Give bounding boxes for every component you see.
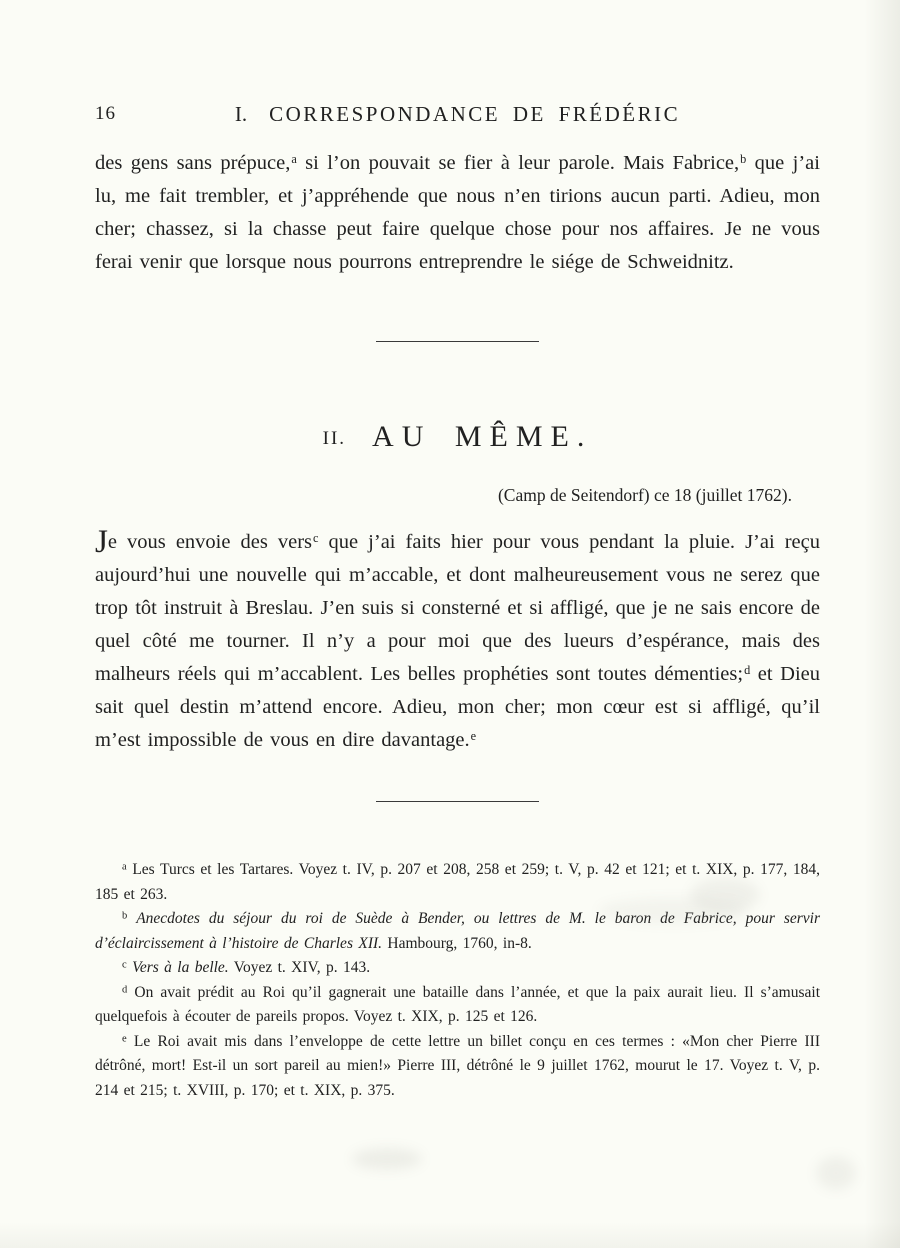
running-title-text: CORRESPONDANCE DE FRÉDÉRIC	[269, 102, 681, 126]
letter-2-paragraph	[95, 522, 820, 757]
letter-1-text: des gens sans prépuce,	[95, 152, 291, 174]
footnote-ref-a: a	[291, 152, 297, 167]
footnote-label-b: b	[122, 910, 128, 922]
letter-1-text: si l’on pouvait se fier à leur parole. Mais Fabrice,	[296, 152, 740, 174]
scan-edge-shadow	[864, 0, 900, 1248]
footnote-ref-e: e	[470, 729, 477, 744]
footnote-d-text: On avait prédit au Roi qu’il gagnerait une bataille dans l’année, et que la paix aurait lieu. Il s’amusait quelquefois à écouter de pareils propos. Voyez t. XIX, p. 125 et 126.	[95, 983, 821, 1025]
footnote-e	[95, 1030, 820, 1104]
letter-1-text: que j’ai lu, me fait trembler, et j’appréhende que nous n’en tirions aucun parti. Adieu, mon cher; chassez, si la chasse peut faire quelque chose pour nos affaires. Je ne vous ferai venir que lorsque nous pourrons entreprendre le siége de Schweidnitz.	[95, 152, 820, 273]
footnote-ref-b: b	[740, 152, 747, 167]
page-header	[95, 101, 820, 127]
letter-2-heading	[95, 416, 820, 460]
footnote-b-text: Hambourg, 1760, in-8.	[382, 934, 532, 952]
letter-1-paragraph	[95, 147, 820, 279]
footnotes-block	[95, 858, 820, 1103]
letter-title: AU MÊME.	[372, 420, 593, 453]
footnote-label-d: d	[122, 984, 128, 996]
footnote-b	[95, 907, 820, 956]
footnote-a	[95, 858, 820, 907]
running-title-numeral: I.	[234, 102, 248, 126]
scan-edge-shadow	[0, 1222, 900, 1248]
footnote-a-text: Les Turcs et les Tartares. Voyez t. IV, p. 207 et 208, 258 et 259; t. V, p. 42 et 121; et t. XIX, p. 177, 184, 185 et 263.	[95, 861, 821, 903]
footnote-e-text: Le Roi avait mis dans l’enveloppe de cette lettre un billet conçu en ces termes : «Mon cher Pierre III détrôné, mort! Est-il un sort pareil au mien!» Pierre III, détrôné le 9 juillet 1762, mourut le 17. Voyez t. V, p. 214 et 215; t. XVIII, p. 170; et t. XIX, p. 375.	[95, 1032, 820, 1099]
letter-number: II.	[322, 428, 347, 449]
footnote-label-a: a	[122, 861, 127, 873]
letter-2-text: et Dieu sait quel destin m’attend encore. Adieu, mon cher; mon cœur est si affligé, qu’il m’est impossible de vous en dire davantage.	[95, 663, 820, 751]
section-divider-2	[376, 801, 539, 802]
letter-2-text: que j’ai faits hier pour vous pendant la pluie. J’ai reçu aujourd’hui une nouvelle qui m’accable, et dont malheureusement vous ne serez que trop tôt instruit à Breslau. J’en suis si consterné et si affligé, que je ne sais encore de quel côté me tourner. Il n’y a pour moi que des lueurs d’espérance, mais des malheurs réels qui m’accablent. Les belles prophéties sont toutes démenties;	[95, 531, 820, 685]
footnote-c-title: Vers à la belle.	[132, 959, 229, 976]
running-title	[95, 101, 820, 127]
footnote-label-e: e	[122, 1033, 127, 1045]
drop-initial: J	[95, 522, 108, 560]
scan-smudge	[816, 1156, 856, 1190]
footnote-ref-c: c	[313, 531, 319, 546]
footnote-c-text: Voyez t. XIV, p. 143.	[228, 959, 371, 976]
footnote-label-c: c	[122, 959, 127, 971]
page-number: 16	[95, 103, 116, 124]
footnote-d	[95, 981, 820, 1030]
letter-2-text: e vous envoie des vers	[107, 531, 313, 553]
dateline: (Camp de Seitendorf) ce 18 (juillet 1762).	[497, 485, 792, 505]
footnote-b-title: Anecdotes du séjour du roi de Suède à Bender, ou lettres de M. le baron de Fabrice, pour servir d’éclaircissement à l’histoire de Charles XII.	[95, 910, 820, 952]
scan-smudge	[352, 1148, 422, 1170]
footnote-c	[95, 956, 820, 981]
section-divider-1	[376, 341, 539, 342]
footnote-ref-d: d	[744, 663, 751, 678]
